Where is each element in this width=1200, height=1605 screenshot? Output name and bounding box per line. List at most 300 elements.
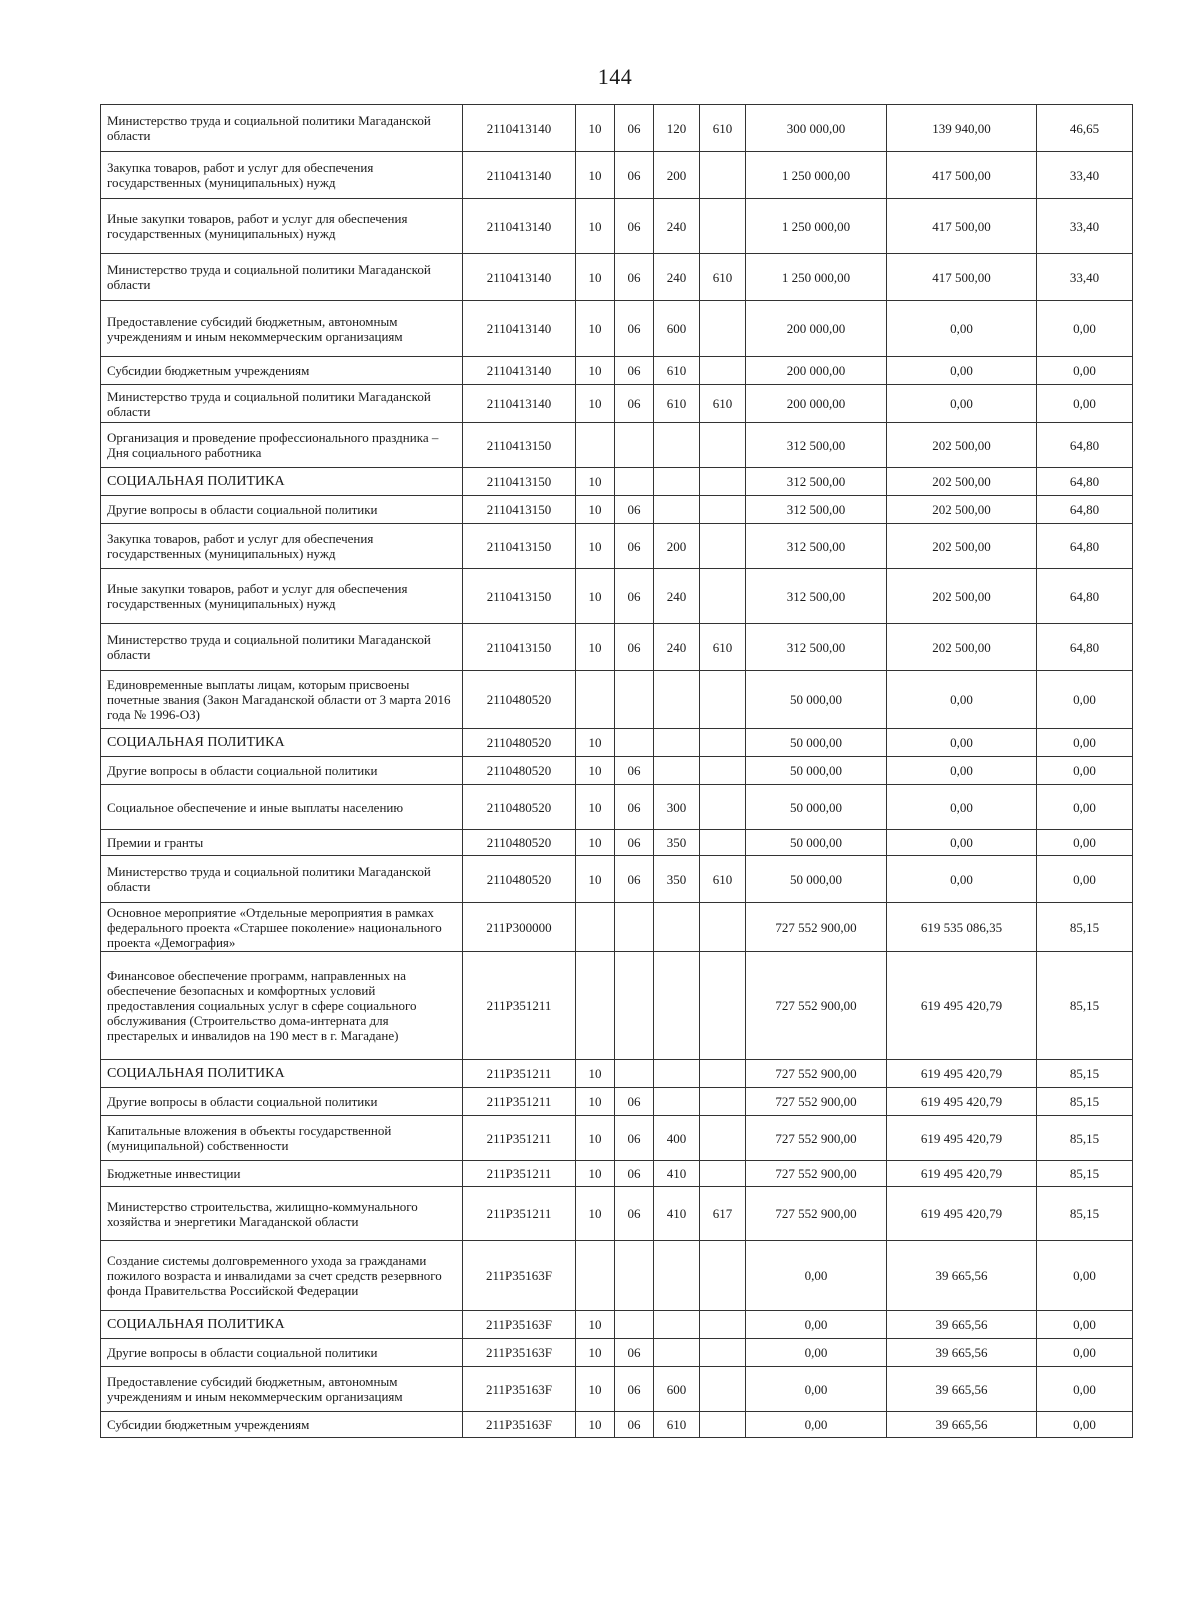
row-plan: 727 552 900,00 bbox=[746, 1060, 887, 1088]
row-section: 10 bbox=[576, 569, 615, 624]
row-subsection bbox=[615, 468, 654, 496]
row-expense-type: 300 bbox=[654, 785, 700, 830]
row-code: 211P351211 bbox=[463, 1116, 576, 1161]
row-code: 211P35163F bbox=[463, 1412, 576, 1438]
row-percent: 0,00 bbox=[1037, 1241, 1133, 1311]
row-admin: 610 bbox=[700, 105, 746, 152]
row-subsection bbox=[615, 423, 654, 468]
row-expense-type: 410 bbox=[654, 1187, 700, 1241]
row-percent: 64,80 bbox=[1037, 468, 1133, 496]
row-section: 10 bbox=[576, 254, 615, 301]
row-fact: 417 500,00 bbox=[887, 199, 1037, 254]
row-code: 2110413150 bbox=[463, 624, 576, 671]
table-row bbox=[101, 671, 1133, 729]
row-code: 2110413140 bbox=[463, 254, 576, 301]
row-admin bbox=[700, 1116, 746, 1161]
row-admin bbox=[700, 757, 746, 785]
row-expense-type bbox=[654, 729, 700, 757]
row-section: 10 bbox=[576, 830, 615, 856]
row-admin bbox=[700, 468, 746, 496]
row-expense-type bbox=[654, 1088, 700, 1116]
row-name: СОЦИАЛЬНАЯ ПОЛИТИКА bbox=[101, 1060, 463, 1088]
table-row bbox=[101, 152, 1133, 199]
row-plan: 727 552 900,00 bbox=[746, 1116, 887, 1161]
table-row bbox=[101, 357, 1133, 385]
row-section bbox=[576, 1241, 615, 1311]
budget-table bbox=[100, 104, 1133, 1438]
row-name: Предоставление субсидий бюджетным, автономным учреждениям и иным некоммерческим организациям bbox=[101, 1367, 463, 1412]
row-subsection: 06 bbox=[615, 1161, 654, 1187]
row-fact: 39 665,56 bbox=[887, 1311, 1037, 1339]
row-name: Единовременные выплаты лицам, которым присвоены почетные звания (Закон Магаданской области от 3 марта 2016 года № 1996-ОЗ) bbox=[101, 671, 463, 729]
row-section: 10 bbox=[576, 856, 615, 903]
row-admin bbox=[700, 423, 746, 468]
row-subsection bbox=[615, 952, 654, 1060]
row-plan: 312 500,00 bbox=[746, 496, 887, 524]
row-fact: 39 665,56 bbox=[887, 1367, 1037, 1412]
row-section: 10 bbox=[576, 1412, 615, 1438]
row-code: 2110413140 bbox=[463, 385, 576, 423]
row-section: 10 bbox=[576, 357, 615, 385]
row-subsection: 06 bbox=[615, 1187, 654, 1241]
row-subsection: 06 bbox=[615, 856, 654, 903]
row-section: 10 bbox=[576, 301, 615, 357]
row-expense-type: 120 bbox=[654, 105, 700, 152]
row-plan: 1 250 000,00 bbox=[746, 199, 887, 254]
row-code: 2110413150 bbox=[463, 569, 576, 624]
row-plan: 50 000,00 bbox=[746, 830, 887, 856]
row-name: Министерство труда и социальной политики Магаданской области bbox=[101, 105, 463, 152]
row-percent: 64,80 bbox=[1037, 624, 1133, 671]
row-fact: 202 500,00 bbox=[887, 569, 1037, 624]
row-name: Министерство строительства, жилищно-коммунального хозяйства и энергетики Магаданской области bbox=[101, 1187, 463, 1241]
row-name: Финансовое обеспечение программ, направленных на обеспечение безопасных и комфортных условий предоставления социальных услуг в сфере социального обслуживания (Строительство дома-интерната для престарелых и инвалидов на 190 мест в г. Магадане) bbox=[101, 952, 463, 1060]
row-subsection: 06 bbox=[615, 199, 654, 254]
row-fact: 619 495 420,79 bbox=[887, 1060, 1037, 1088]
row-percent: 85,15 bbox=[1037, 903, 1133, 952]
row-name: Субсидии бюджетным учреждениям bbox=[101, 357, 463, 385]
row-percent: 0,00 bbox=[1037, 671, 1133, 729]
row-code: 211P35163F bbox=[463, 1339, 576, 1367]
row-name: Другие вопросы в области социальной политики bbox=[101, 757, 463, 785]
row-plan: 200 000,00 bbox=[746, 385, 887, 423]
row-plan: 0,00 bbox=[746, 1339, 887, 1367]
table-row bbox=[101, 301, 1133, 357]
row-plan: 0,00 bbox=[746, 1412, 887, 1438]
row-section: 10 bbox=[576, 199, 615, 254]
row-fact: 0,00 bbox=[887, 785, 1037, 830]
table-row bbox=[101, 423, 1133, 468]
row-code: 2110480520 bbox=[463, 785, 576, 830]
row-code: 2110480520 bbox=[463, 757, 576, 785]
row-admin bbox=[700, 357, 746, 385]
table-row bbox=[101, 1116, 1133, 1161]
row-plan: 1 250 000,00 bbox=[746, 254, 887, 301]
row-plan: 727 552 900,00 bbox=[746, 1088, 887, 1116]
row-percent: 0,00 bbox=[1037, 729, 1133, 757]
table-row bbox=[101, 1060, 1133, 1088]
row-subsection: 06 bbox=[615, 785, 654, 830]
row-section: 10 bbox=[576, 1339, 615, 1367]
row-subsection: 06 bbox=[615, 1088, 654, 1116]
row-name: Министерство труда и социальной политики Магаданской области bbox=[101, 254, 463, 301]
row-subsection bbox=[615, 1060, 654, 1088]
row-subsection: 06 bbox=[615, 254, 654, 301]
row-percent: 33,40 bbox=[1037, 152, 1133, 199]
row-subsection: 06 bbox=[615, 1116, 654, 1161]
row-percent: 0,00 bbox=[1037, 1311, 1133, 1339]
row-section: 10 bbox=[576, 624, 615, 671]
row-plan: 50 000,00 bbox=[746, 729, 887, 757]
row-fact: 202 500,00 bbox=[887, 524, 1037, 569]
row-expense-type: 240 bbox=[654, 624, 700, 671]
row-fact: 139 940,00 bbox=[887, 105, 1037, 152]
row-fact: 202 500,00 bbox=[887, 496, 1037, 524]
row-subsection bbox=[615, 671, 654, 729]
row-expense-type bbox=[654, 1241, 700, 1311]
table-row bbox=[101, 1241, 1133, 1311]
table-row bbox=[101, 952, 1133, 1060]
row-fact: 0,00 bbox=[887, 385, 1037, 423]
table-row bbox=[101, 757, 1133, 785]
row-subsection: 06 bbox=[615, 524, 654, 569]
row-expense-type: 610 bbox=[654, 1412, 700, 1438]
row-percent: 0,00 bbox=[1037, 357, 1133, 385]
row-admin bbox=[700, 569, 746, 624]
row-admin bbox=[700, 1088, 746, 1116]
row-expense-type bbox=[654, 468, 700, 496]
row-name: Социальное обеспечение и иные выплаты населению bbox=[101, 785, 463, 830]
row-expense-type: 610 bbox=[654, 385, 700, 423]
row-section: 10 bbox=[576, 1116, 615, 1161]
row-name: СОЦИАЛЬНАЯ ПОЛИТИКА bbox=[101, 729, 463, 757]
row-admin bbox=[700, 1241, 746, 1311]
row-fact: 202 500,00 bbox=[887, 423, 1037, 468]
row-subsection bbox=[615, 1241, 654, 1311]
table-row bbox=[101, 385, 1133, 423]
row-fact: 0,00 bbox=[887, 671, 1037, 729]
row-plan: 727 552 900,00 bbox=[746, 1187, 887, 1241]
table-row bbox=[101, 830, 1133, 856]
row-expense-type bbox=[654, 1060, 700, 1088]
row-fact: 619 495 420,79 bbox=[887, 1116, 1037, 1161]
row-code: 2110413150 bbox=[463, 524, 576, 569]
table-row bbox=[101, 1311, 1133, 1339]
row-name: Организация и проведение профессионального праздника – Дня социального работника bbox=[101, 423, 463, 468]
row-fact: 0,00 bbox=[887, 357, 1037, 385]
row-fact: 39 665,56 bbox=[887, 1339, 1037, 1367]
row-admin bbox=[700, 1060, 746, 1088]
row-fact: 0,00 bbox=[887, 856, 1037, 903]
row-code: 2110480520 bbox=[463, 729, 576, 757]
row-expense-type: 350 bbox=[654, 830, 700, 856]
row-admin: 610 bbox=[700, 385, 746, 423]
row-admin bbox=[700, 671, 746, 729]
row-admin bbox=[700, 496, 746, 524]
row-section: 10 bbox=[576, 524, 615, 569]
row-expense-type: 610 bbox=[654, 357, 700, 385]
row-percent: 0,00 bbox=[1037, 830, 1133, 856]
row-fact: 0,00 bbox=[887, 729, 1037, 757]
row-section bbox=[576, 952, 615, 1060]
row-subsection bbox=[615, 903, 654, 952]
row-name: Закупка товаров, работ и услуг для обеспечения государственных (муниципальных) нужд bbox=[101, 524, 463, 569]
row-name: Иные закупки товаров, работ и услуг для обеспечения государственных (муниципальных) нужд bbox=[101, 199, 463, 254]
table-row bbox=[101, 199, 1133, 254]
table-row bbox=[101, 105, 1133, 152]
row-code: 211P351211 bbox=[463, 952, 576, 1060]
row-section: 10 bbox=[576, 105, 615, 152]
row-name: СОЦИАЛЬНАЯ ПОЛИТИКА bbox=[101, 1311, 463, 1339]
row-plan: 200 000,00 bbox=[746, 301, 887, 357]
row-name: Министерство труда и социальной политики Магаданской области bbox=[101, 856, 463, 903]
row-name: Министерство труда и социальной политики Магаданской области bbox=[101, 385, 463, 423]
row-subsection: 06 bbox=[615, 624, 654, 671]
row-fact: 619 495 420,79 bbox=[887, 1088, 1037, 1116]
row-admin bbox=[700, 903, 746, 952]
row-code: 2110413150 bbox=[463, 496, 576, 524]
table-row bbox=[101, 785, 1133, 830]
row-expense-type: 200 bbox=[654, 524, 700, 569]
row-admin bbox=[700, 830, 746, 856]
table-row bbox=[101, 624, 1133, 671]
row-fact: 202 500,00 bbox=[887, 468, 1037, 496]
row-code: 2110413140 bbox=[463, 105, 576, 152]
row-code: 211P351211 bbox=[463, 1187, 576, 1241]
row-percent: 64,80 bbox=[1037, 496, 1133, 524]
row-fact: 0,00 bbox=[887, 830, 1037, 856]
row-section: 10 bbox=[576, 729, 615, 757]
row-plan: 0,00 bbox=[746, 1367, 887, 1412]
row-admin bbox=[700, 524, 746, 569]
row-plan: 50 000,00 bbox=[746, 785, 887, 830]
row-code: 2110480520 bbox=[463, 856, 576, 903]
row-section bbox=[576, 423, 615, 468]
row-admin: 610 bbox=[700, 254, 746, 301]
row-name: Другие вопросы в области социальной политики bbox=[101, 1339, 463, 1367]
row-subsection bbox=[615, 729, 654, 757]
row-percent: 85,15 bbox=[1037, 1187, 1133, 1241]
row-fact: 0,00 bbox=[887, 301, 1037, 357]
row-percent: 46,65 bbox=[1037, 105, 1133, 152]
row-admin bbox=[700, 729, 746, 757]
row-plan: 312 500,00 bbox=[746, 524, 887, 569]
row-section: 10 bbox=[576, 468, 615, 496]
row-expense-type bbox=[654, 757, 700, 785]
row-percent: 64,80 bbox=[1037, 524, 1133, 569]
row-plan: 0,00 bbox=[746, 1241, 887, 1311]
row-plan: 727 552 900,00 bbox=[746, 903, 887, 952]
row-fact: 619 495 420,79 bbox=[887, 1187, 1037, 1241]
row-expense-type: 240 bbox=[654, 254, 700, 301]
row-section: 10 bbox=[576, 1088, 615, 1116]
row-subsection: 06 bbox=[615, 569, 654, 624]
row-plan: 50 000,00 bbox=[746, 757, 887, 785]
table-row bbox=[101, 254, 1133, 301]
row-plan: 312 500,00 bbox=[746, 624, 887, 671]
row-section: 10 bbox=[576, 757, 615, 785]
row-code: 2110480520 bbox=[463, 830, 576, 856]
row-section: 10 bbox=[576, 1161, 615, 1187]
row-expense-type bbox=[654, 952, 700, 1060]
row-name: Бюджетные инвестиции bbox=[101, 1161, 463, 1187]
row-name: Создание системы долговременного ухода за гражданами пожилого возраста и инвалидами за счет средств резервного фонда Правительства Российской Федерации bbox=[101, 1241, 463, 1311]
row-section: 10 bbox=[576, 1187, 615, 1241]
row-code: 211P351211 bbox=[463, 1161, 576, 1187]
row-code: 2110413140 bbox=[463, 357, 576, 385]
row-admin bbox=[700, 301, 746, 357]
row-section: 10 bbox=[576, 496, 615, 524]
row-expense-type: 600 bbox=[654, 1367, 700, 1412]
row-admin bbox=[700, 1161, 746, 1187]
row-expense-type: 240 bbox=[654, 199, 700, 254]
row-plan: 0,00 bbox=[746, 1311, 887, 1339]
row-name: Премии и гранты bbox=[101, 830, 463, 856]
row-subsection: 06 bbox=[615, 757, 654, 785]
row-expense-type bbox=[654, 671, 700, 729]
row-expense-type bbox=[654, 1339, 700, 1367]
row-section: 10 bbox=[576, 785, 615, 830]
row-subsection: 06 bbox=[615, 301, 654, 357]
row-percent: 85,15 bbox=[1037, 1116, 1133, 1161]
row-subsection: 06 bbox=[615, 830, 654, 856]
row-name: Капитальные вложения в объекты государственной (муниципальной) собственности bbox=[101, 1116, 463, 1161]
row-name: Министерство труда и социальной политики Магаданской области bbox=[101, 624, 463, 671]
row-admin bbox=[700, 1367, 746, 1412]
table-row bbox=[101, 1367, 1133, 1412]
row-code: 211P351211 bbox=[463, 1088, 576, 1116]
row-plan: 312 500,00 bbox=[746, 468, 887, 496]
row-admin: 617 bbox=[700, 1187, 746, 1241]
page-number: 144 bbox=[597, 64, 633, 89]
table-row bbox=[101, 1412, 1133, 1438]
row-expense-type bbox=[654, 903, 700, 952]
row-name: Предоставление субсидий бюджетным, автономным учреждениям и иным некоммерческим организациям bbox=[101, 301, 463, 357]
row-plan: 50 000,00 bbox=[746, 856, 887, 903]
row-percent: 0,00 bbox=[1037, 856, 1133, 903]
row-expense-type: 200 bbox=[654, 152, 700, 199]
table-row bbox=[101, 1161, 1133, 1187]
row-admin: 610 bbox=[700, 624, 746, 671]
table-row bbox=[101, 729, 1133, 757]
row-percent: 64,80 bbox=[1037, 423, 1133, 468]
row-expense-type: 600 bbox=[654, 301, 700, 357]
row-plan: 312 500,00 bbox=[746, 423, 887, 468]
row-name: Основное мероприятие «Отдельные мероприятия в рамках федерального проекта «Старшее поколение» национального проекта «Демография» bbox=[101, 903, 463, 952]
row-section: 10 bbox=[576, 1060, 615, 1088]
row-section: 10 bbox=[576, 1367, 615, 1412]
table-row bbox=[101, 569, 1133, 624]
table-row bbox=[101, 496, 1133, 524]
row-subsection: 06 bbox=[615, 152, 654, 199]
row-admin bbox=[700, 1311, 746, 1339]
row-section: 10 bbox=[576, 152, 615, 199]
row-plan: 200 000,00 bbox=[746, 357, 887, 385]
row-expense-type bbox=[654, 423, 700, 468]
row-plan: 312 500,00 bbox=[746, 569, 887, 624]
row-expense-type: 400 bbox=[654, 1116, 700, 1161]
row-fact: 417 500,00 bbox=[887, 254, 1037, 301]
table-row bbox=[101, 1088, 1133, 1116]
row-expense-type: 410 bbox=[654, 1161, 700, 1187]
row-admin bbox=[700, 152, 746, 199]
row-name: Другие вопросы в области социальной политики bbox=[101, 1088, 463, 1116]
row-admin bbox=[700, 1412, 746, 1438]
row-code: 2110413150 bbox=[463, 423, 576, 468]
row-name: Закупка товаров, работ и услуг для обеспечения государственных (муниципальных) нужд bbox=[101, 152, 463, 199]
table-row bbox=[101, 1339, 1133, 1367]
row-percent: 0,00 bbox=[1037, 1412, 1133, 1438]
row-plan: 50 000,00 bbox=[746, 671, 887, 729]
row-code: 2110413150 bbox=[463, 468, 576, 496]
row-subsection: 06 bbox=[615, 1339, 654, 1367]
row-code: 2110413140 bbox=[463, 199, 576, 254]
row-fact: 417 500,00 bbox=[887, 152, 1037, 199]
row-code: 2110413140 bbox=[463, 152, 576, 199]
row-name: Субсидии бюджетным учреждениям bbox=[101, 1412, 463, 1438]
row-subsection: 06 bbox=[615, 105, 654, 152]
row-percent: 85,15 bbox=[1037, 952, 1133, 1060]
table-row bbox=[101, 524, 1133, 569]
row-admin bbox=[700, 1339, 746, 1367]
row-fact: 619 535 086,35 bbox=[887, 903, 1037, 952]
row-expense-type bbox=[654, 1311, 700, 1339]
row-code: 211P351211 bbox=[463, 1060, 576, 1088]
row-percent: 33,40 bbox=[1037, 199, 1133, 254]
row-fact: 39 665,56 bbox=[887, 1241, 1037, 1311]
row-section bbox=[576, 903, 615, 952]
row-name: Иные закупки товаров, работ и услуг для обеспечения государственных (муниципальных) нужд bbox=[101, 569, 463, 624]
row-code: 2110413140 bbox=[463, 301, 576, 357]
row-plan: 727 552 900,00 bbox=[746, 952, 887, 1060]
table-row bbox=[101, 468, 1133, 496]
row-subsection bbox=[615, 1311, 654, 1339]
table-body bbox=[101, 105, 1133, 1438]
row-section: 10 bbox=[576, 1311, 615, 1339]
row-plan: 727 552 900,00 bbox=[746, 1161, 887, 1187]
row-percent: 85,15 bbox=[1037, 1088, 1133, 1116]
row-expense-type bbox=[654, 496, 700, 524]
table-row bbox=[101, 1187, 1133, 1241]
row-fact: 202 500,00 bbox=[887, 624, 1037, 671]
row-admin bbox=[700, 952, 746, 1060]
row-percent: 0,00 bbox=[1037, 785, 1133, 830]
row-percent: 0,00 bbox=[1037, 1339, 1133, 1367]
row-admin: 610 bbox=[700, 856, 746, 903]
row-percent: 85,15 bbox=[1037, 1060, 1133, 1088]
row-plan: 300 000,00 bbox=[746, 105, 887, 152]
row-plan: 1 250 000,00 bbox=[746, 152, 887, 199]
row-subsection: 06 bbox=[615, 1367, 654, 1412]
row-subsection: 06 bbox=[615, 496, 654, 524]
row-fact: 619 495 420,79 bbox=[887, 952, 1037, 1060]
row-subsection: 06 bbox=[615, 1412, 654, 1438]
row-admin bbox=[700, 785, 746, 830]
row-fact: 39 665,56 bbox=[887, 1412, 1037, 1438]
row-code: 211P35163F bbox=[463, 1241, 576, 1311]
row-fact: 0,00 bbox=[887, 757, 1037, 785]
row-percent: 85,15 bbox=[1037, 1161, 1133, 1187]
row-section: 10 bbox=[576, 385, 615, 423]
row-percent: 64,80 bbox=[1037, 569, 1133, 624]
row-percent: 0,00 bbox=[1037, 301, 1133, 357]
row-fact: 619 495 420,79 bbox=[887, 1161, 1037, 1187]
row-expense-type: 240 bbox=[654, 569, 700, 624]
row-code: 211P35163F bbox=[463, 1367, 576, 1412]
row-code: 211P35163F bbox=[463, 1311, 576, 1339]
row-percent: 0,00 bbox=[1037, 385, 1133, 423]
row-subsection: 06 bbox=[615, 385, 654, 423]
